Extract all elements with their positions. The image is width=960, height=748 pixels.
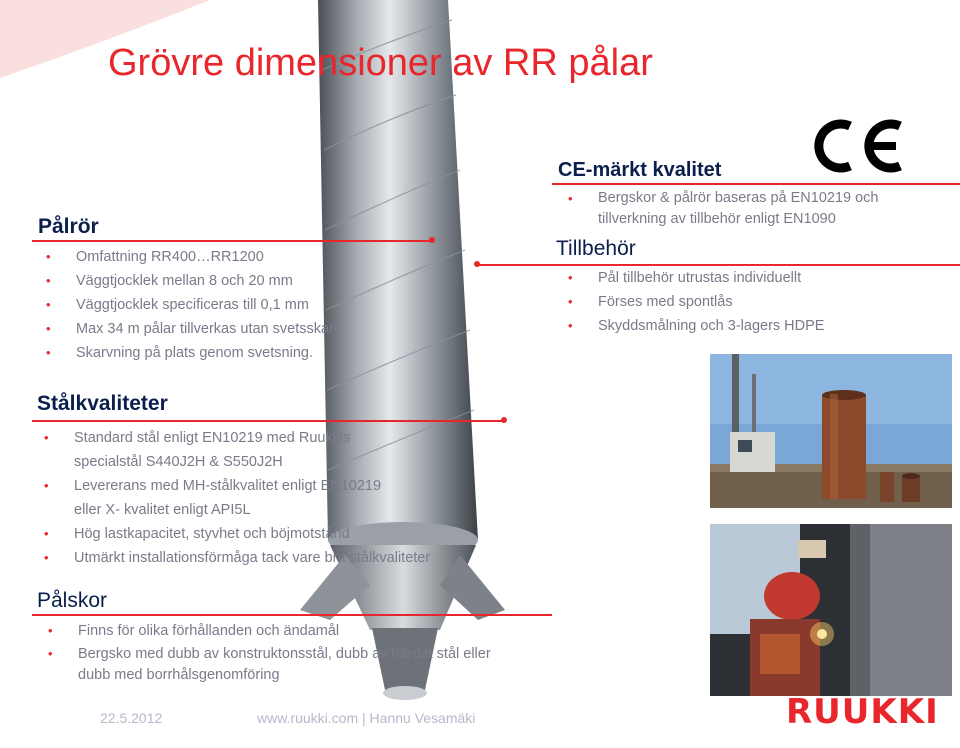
ce-divider	[552, 183, 960, 185]
stalkvaliteter-divider-dot	[501, 417, 507, 423]
palskor-list	[48, 619, 491, 685]
list-item: tillverkning av tillbehör enligt EN1090	[598, 211, 836, 227]
list-item: • Väggtjocklek specificeras till 0,1 mm	[46, 297, 309, 313]
stalkvaliteter-divider	[32, 420, 504, 422]
list-item: • Bergsko med dubb av konstruktonsstål, dubb av härdat stål eller	[48, 646, 491, 662]
list-item: • Skyddsmålning och 3-lagers HDPE	[568, 318, 825, 334]
list-item: • Hög lastkapacitet, styvhet och böjmotstånd	[44, 526, 350, 542]
slide-title: Grövre dimensioner av RR pålar	[108, 42, 653, 84]
list-item: dubb med borrhålsgenomföring	[78, 667, 280, 683]
palror-heading: Pålrör	[38, 215, 99, 238]
construction-site-photo	[710, 354, 952, 508]
palror-divider	[32, 240, 432, 242]
list-item: • Finns för olika förhållanden och ändamål	[48, 623, 340, 639]
palror-divider-dot	[429, 237, 435, 243]
tillbehor-heading: Tillbehör	[556, 237, 636, 260]
list-item: specialstål S440J2H & S550J2H	[74, 454, 283, 470]
tillbehor-list	[568, 266, 825, 338]
list-item: • Förses med spontlås	[568, 294, 733, 310]
list-item: • Bergskor & pålrör baseras på EN10219 och	[568, 190, 879, 206]
list-item: • Pål tillbehör utrustas individuellt	[568, 270, 802, 286]
list-item: • Väggtjocklek mellan 8 och 20 mm	[46, 273, 293, 289]
ce-mark-icon	[810, 116, 906, 176]
palskor-heading: Pålskor	[37, 589, 108, 612]
footer-source: www.ruukki.com | Hannu Vesamäki	[257, 710, 476, 726]
list-item: • Levererans med MH-stålkvalitet enligt EN10219	[44, 478, 382, 494]
list-item: eller X- kvalitet enligt API5L	[74, 502, 251, 518]
ruukki-logo: RUUKKI	[786, 692, 939, 732]
list-item: • Max 34 m pålar tillverkas utan svetsskarv	[46, 321, 342, 337]
list-item: • Omfattning RR400…RR1200	[46, 249, 264, 265]
list-item: • Standard stål enligt EN10219 med Ruukkis	[44, 430, 351, 446]
ce-heading: CE-märkt kvalitet	[558, 159, 722, 181]
palskor-divider	[32, 614, 552, 616]
stalkvaliteter-list	[44, 426, 431, 570]
palror-list	[46, 245, 342, 365]
list-item: • Utmärkt installationsförmåga tack vare bra stålkvaliteter	[44, 550, 431, 566]
list-item: • Skarvning på plats genom svetsning.	[46, 345, 313, 361]
welding-photo	[710, 524, 952, 696]
ce-list	[568, 188, 879, 230]
stalkvaliteter-heading: Stålkvaliteter	[37, 392, 168, 415]
footer-date: 22.5.2012	[100, 710, 163, 726]
